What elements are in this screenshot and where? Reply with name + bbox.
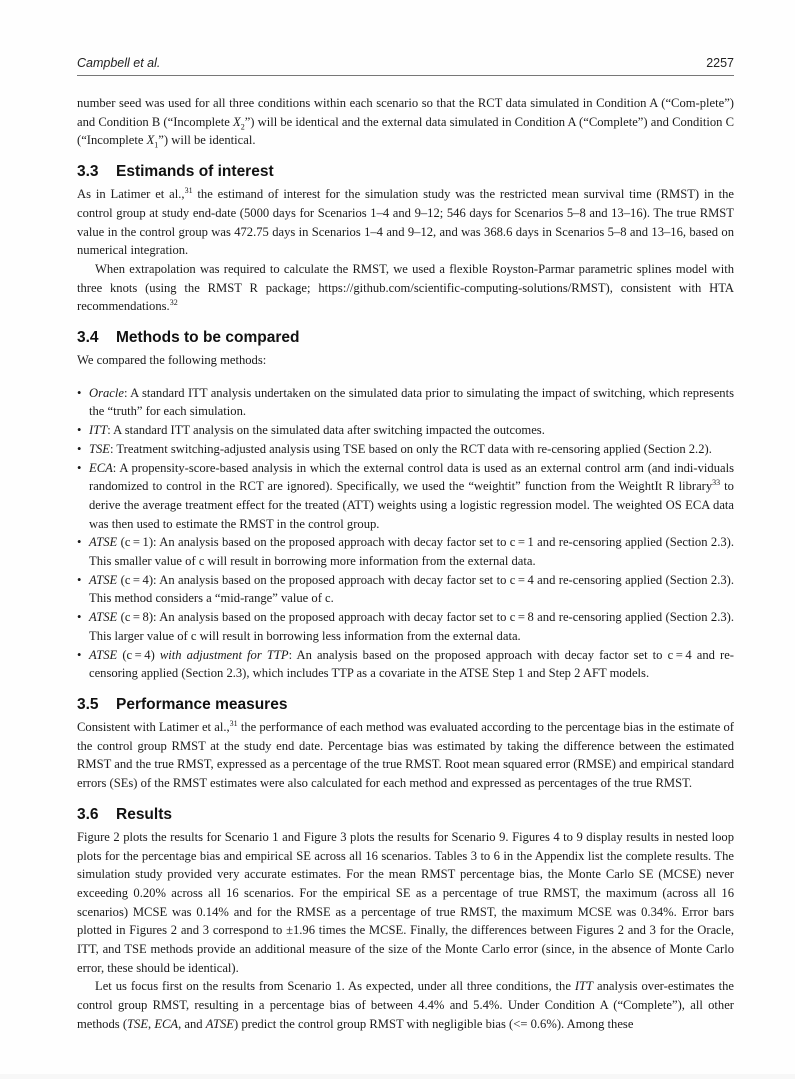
method-item-atse-c8: • ATSE (c = 8): An analysis based on the proposed approach with decay factor set to c = 8 and re-censoring applied (Section 2.3). This larger value of c will result in borrowing less information from the external data. xyxy=(77,608,734,645)
estimands-paragraph-1: As in Latimer et al.,$^{31}$ the estimand of interest for the simulation study was the restricted mean survival time (RMST) in the control group at study end-date (5000 days for Scenarios 1–4 and 9–12; 546 days for Scenarios 5–8 and 13–16). The true RMST value in the control group was 472.75 days in Scenarios 1–4 and 9–12, and was 368.6 days in Scenarios 5–8 and 13–16, based on numerical integration. xyxy=(77,185,734,258)
page-number: 2257 xyxy=(706,56,734,70)
method-item-tse: • TSE: Treatment switching-adjusted analysis using TSE based on only the RCT data with re-censoring applied (Section 2.2). xyxy=(77,440,734,459)
method-item-atse-c4: • ATSE (c = 4): An analysis based on the proposed approach with decay factor set to c = 4 and re-censoring applied (Section 2.3). This method considers a “mid-range” value of c. xyxy=(77,571,734,608)
page-content xyxy=(77,94,734,1034)
method-item-atse-c4-ttp: • ATSE (c = 4) with adjustment for TTP: An analysis based on the proposed approach with decay factor set to c = 4 and re-censoring applied (Section 2.3), which includes TTP as a covariate in the ATSE Step 1 and Step 2 AFT models. xyxy=(77,646,734,683)
citation-31[interactable]: 31 xyxy=(184,185,193,195)
performance-paragraph: Consistent with Latimer et al.,$^{31}$ the performance of each method was evaluated according to the percentage bias in the estimate of the control group RMST at the study end date. Percentage bias was estimated by taking the difference between the estimated RMST and the true RMST, expressed as a percentage of the true RMST. Root mean squared error (RMSE) and empirical standard errors (SEs) of the RMST estimates were also calculated for each method and expressed as percentages of the true RMST. xyxy=(77,718,735,791)
running-header xyxy=(77,55,734,76)
page-bottom-edge xyxy=(0,1074,795,1079)
section-heading-3-6: 3.6 Results xyxy=(77,805,172,823)
citation-32[interactable]: 32 xyxy=(169,298,178,308)
method-item-itt: • ITT: A standard ITT analysis on the simulated data after switching impacted the outcomes. xyxy=(77,421,734,440)
citation-33[interactable]: 33 xyxy=(712,478,721,488)
section-heading-3-3: 3.3 Estimands of interest xyxy=(77,163,274,181)
method-item-oracle: • Oracle: A standard ITT analysis undertaken on the simulated data prior to simulating the impact of switching, which represents the “truth” for each simulation. xyxy=(77,384,734,421)
results-paragraph-2: Let us focus first on the results from Scenario 1. As expected, under all three conditions, the ITT analysis over-estimates the control group RMST, resulting in a percentage bias of between 4.4% and 5.4%. Under Condition A (“Complete”), all other methods (TSE, ECA, and ATSE) predict the control group RMST with negligible bias (<= 0.6%). Among these xyxy=(77,979,734,1031)
method-item-eca: • ECA: A propensity-score-based analysis in which the external control data is used as an external control arm (and indi-viduals randomized to control in the RCT are ignored). Specifically, we used the “weightit” function from the WeightIt R library$^{33}$ to derive the average treatment effect for the treated (ATT) weights using a logistic regression model. The weighted OS ECA data was then used to estimate the RMST in the control group. xyxy=(77,459,734,534)
estimands-paragraph-2: When extrapolation was required to calculate the RMST, we used a flexible Royston-Parmar parametric splines model with three knots (using the RMST R package; https://github.com/scientific-computing-solutions/RMST), consistent with HTA recommendations.$^{32}$ xyxy=(77,261,734,314)
methods-intro: We compared the following methods: xyxy=(77,353,267,368)
section-heading-3-4: 3.4 Methods to be compared xyxy=(77,329,300,347)
running-head-authors: Campbell et al. xyxy=(77,56,161,70)
methods-list xyxy=(77,384,734,683)
method-item-atse-c1: • ATSE (c = 1): An analysis based on the proposed approach with decay factor set to c = 1 and re-censoring applied (Section 2.3). This smaller value of c will result in borrowing more information from the external data. xyxy=(77,533,734,570)
citation-31[interactable]: 31 xyxy=(229,718,238,728)
continuation-paragraph: number seed was used for all three conditions within each scenario so that the RCT data simulated in Condition A (“Com-plete”) and Condition B (“Incomplete $X_2$”) will be identical and the external data simulated in Condition A (“Complete”) and Condition C (“Incomplete $X_1$”) will be identical. xyxy=(77,96,734,150)
results-paragraph-1: Figure 2 plots the results for Scenario 1 and Figure 3 plots the results for Scenario 9. Figures 4 to 9 display results in nested loop plots for the percentage bias and empirical SE across all 16 scenarios. Tables 3 to 6 in the Appendix list the complete results. The simulation study provided very accurate estimates. For the mean RMST percentage bias, the Monte Carlo SE (MCSE) never exceeding 0.20% across all 16 scenarios. For the empirical SE as a percentage of true RMST, the maximum (across all 16 scenarios) MCSE was 0.14% and for the RMSE as a percentage of true RMST, the maximum MCSE was 0.34%. Error bars plotted in Figures 2 and 3 correspond to ±1.96 times the MCSE. Finally, the differences between Figures 2 and 3 for the Oracle, ITT, and TSE methods provide an additional measure of the size of the Monte Carlo error (since, in the absence of Monte Carlo error, these should be identical). xyxy=(77,829,734,975)
section-heading-3-5: 3.5 Performance measures xyxy=(77,695,288,713)
